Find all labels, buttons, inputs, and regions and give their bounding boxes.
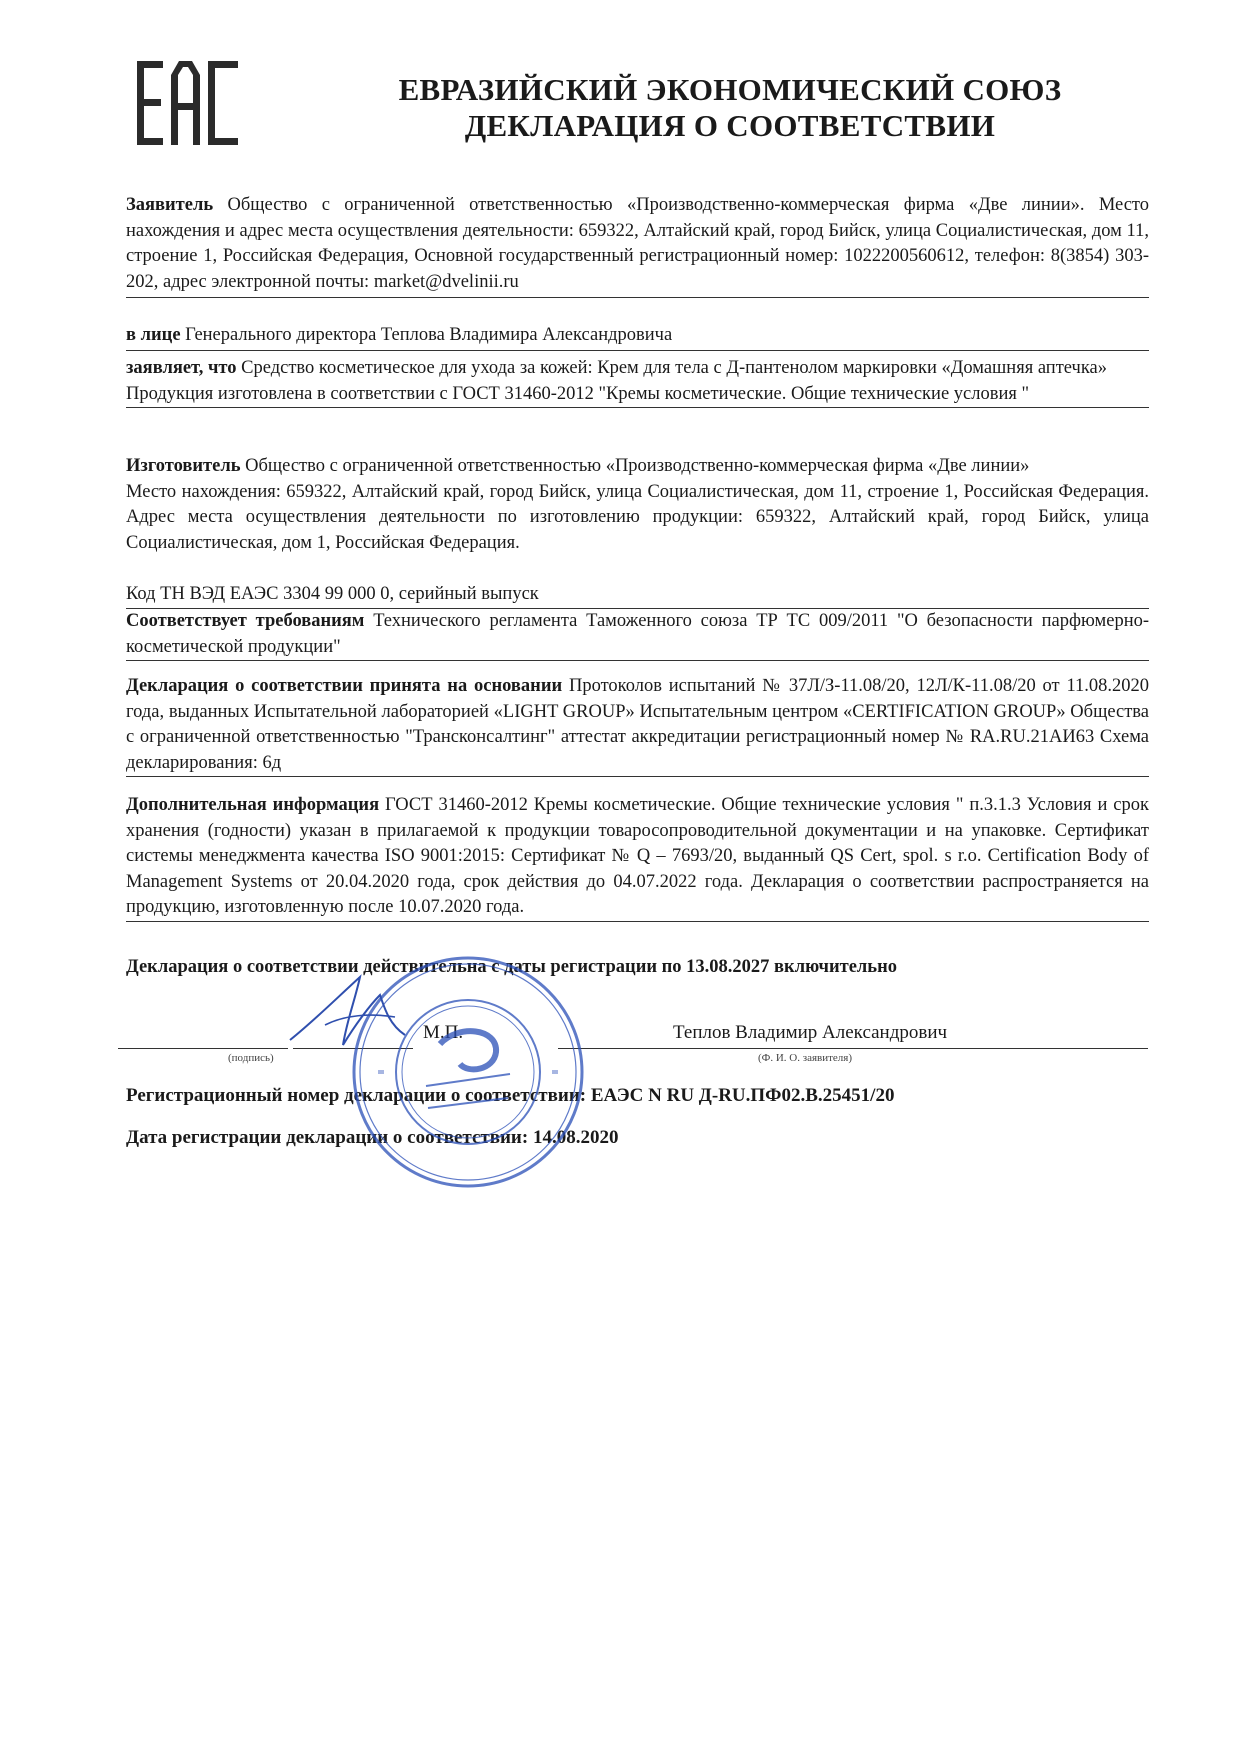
code-section [126, 582, 1149, 609]
name-caption: (Ф. И. О. заявителя) [758, 1052, 853, 1064]
manufacturer-location: Место нахождения: 659322, Алтайский край, город Бийск, улица Социалистическая, дом 11, строение 1, Российская Федерация. Адрес места осуществления деятельности по изготовлению продукции: 659322, Алтайский край, город Бийск, улица Социалистическая, дом 1, Российская Федерация. [126, 481, 1149, 553]
complies-section [126, 609, 1149, 661]
name-line [558, 1048, 1148, 1049]
signer-name: Теплов Владимир Александрович [673, 1022, 948, 1043]
basis-section [126, 674, 1149, 777]
signature-line [293, 1048, 413, 1049]
declares-section [126, 356, 1149, 408]
signature-caption: (подпись) [228, 1052, 274, 1064]
signature-line-left [118, 1048, 288, 1049]
declares-label: заявляет, что [126, 358, 237, 378]
product-name: Средство косметическое для ухода за кожей: Крем для тела с Д-пантенолом маркировки «Домашняя аптечка» [241, 358, 1108, 378]
tn-ved-code: Код ТН ВЭД ЕАЭС 3304 99 000 0, серийный выпуск [126, 584, 539, 604]
person-text: Генерального директора Теплова Владимира Александровича [185, 325, 673, 345]
production-standard: Продукция изготовлена в соответствии с ГОСТ 31460-2012 "Кремы косметические. Общие технические условия " [126, 383, 1030, 404]
basis-label: Декларация о соответствии принята на основании [126, 676, 563, 696]
additional-text: ГОСТ 31460-2012 Кремы косметические. Общие технические условия " п.3.1.3 Условия и срок хранения (годности) указан в прилагаемой к продукции товаросопроводительной документации и на упаковке. Сертификат системы менеджмента качества ISO 9001:2015: Сертификат № Q – 7693/20, выданный QS Cert, spol. s r.o. Certification Body of Management Systems от 20.04.2020 года, срок действия до 04.07.2022 года. Декларация о соответствии распространяется на продукцию, изготовленную после 10.07.2020 года. [126, 795, 1150, 917]
additional-label: Дополнительная информация [126, 795, 380, 815]
registration-date: Дата регистрации декларации о соответствии: 14.08.2020 [126, 1127, 619, 1148]
applicant-section [126, 193, 1149, 298]
title-union: ЕВРАЗИЙСКИЙ ЭКОНОМИЧЕСКИЙ СОЮЗ [398, 72, 1062, 107]
company-stamp [348, 952, 588, 1192]
manufacturer-section [126, 454, 1149, 556]
complies-text: Технического регламента Таможенного союза ТР ТС 009/2011 "О безопасности парфюмерно-косметической продукции" [126, 611, 1150, 657]
additional-section [126, 793, 1149, 922]
person-section [126, 322, 1149, 351]
complies-label: Соответствует требованиям [126, 611, 365, 631]
manufacturer-text: Общество с ограниченной ответственностью «Производственно-коммерческая фирма «Две линии» [245, 456, 1030, 476]
stamp-mark: М.П. [423, 1022, 464, 1043]
applicant-text: Общество с ограниченной ответственностью «Производственно-коммерческая фирма «Две линии». Место нахождения и адрес места осуществления деятельности: 659322, Алтайский край, город Бийск, улица Социалистическая, дом 11, строение 1, Российская Федерация, Основной государственный регистрационный номер: 1022200560612, телефон: 8(3854) 303-202, адрес электронной почты: market@dvelinii.ru [126, 195, 1150, 292]
basis-text: Протоколов испытаний № 37Л/З-11.08/20, 12Л/К-11.08/20 от 11.08.2020 года, выданных Испытательной лабораторией «LIGHT GROUP» Испытательным центром «CERTIFICATION GROUP» Общества с ограниченной ответственностью "Трансконсалтинг" аттестат аккредитации регистрационный номер № RA.RU.21АИ63 Схема декларирования: 6д [126, 676, 1150, 773]
signature-row [118, 1010, 1148, 1064]
applicant-label: Заявитель [126, 195, 214, 215]
document-title [290, 72, 1170, 144]
manufacturer-label: Изготовитель [126, 456, 241, 476]
eac-logo [135, 57, 245, 149]
registration-number: Регистрационный номер декларации о соответствии: ЕАЭС N RU Д-RU.ПФ02.В.25451/20 [126, 1085, 895, 1106]
person-label: в лице [126, 325, 181, 345]
title-declaration: ДЕКЛАРАЦИЯ О СООТВЕТСТВИИ [464, 108, 996, 143]
validity-statement: Декларация о соответствии действительна с даты регистрации по 13.08.2027 включительно [126, 957, 897, 977]
